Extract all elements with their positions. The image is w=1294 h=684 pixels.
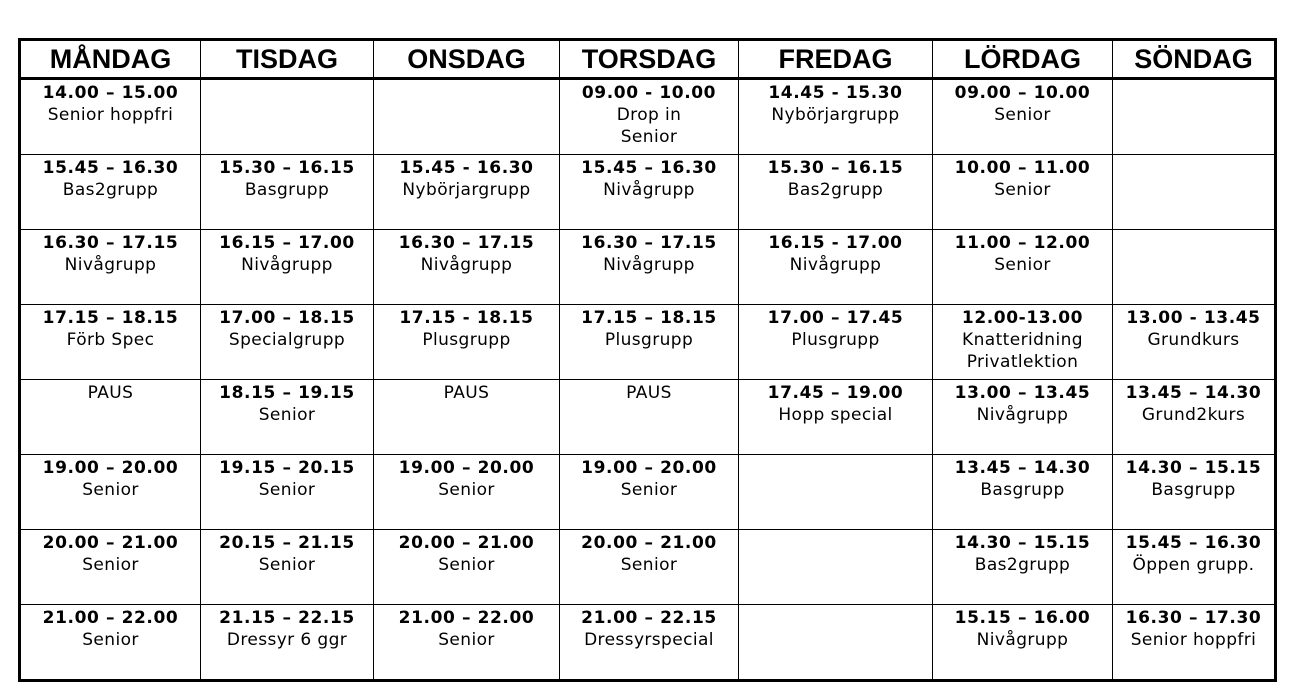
schedule-cell — [201, 155, 374, 230]
session-time: 18.15 – 19.15 — [219, 383, 355, 403]
schedule-cell — [374, 305, 560, 380]
session-label: Nivågrupp — [976, 630, 1069, 650]
day-header: MÅNDAG — [20, 40, 201, 79]
session-label: Senior — [258, 480, 316, 500]
session-label: Specialgrupp — [228, 330, 346, 350]
session-label: Senior — [82, 480, 139, 500]
session-label: Bas2grupp — [974, 555, 1071, 575]
session-time: 17.45 – 19.00 — [767, 383, 904, 403]
day-header: FREDAG — [739, 40, 933, 79]
schedule-cell — [201, 530, 374, 605]
session-time: 13.00 – 13.45 — [954, 383, 1091, 403]
schedule-cell — [374, 605, 560, 681]
schedule-cell — [20, 530, 201, 605]
schedule-cell — [739, 380, 933, 455]
session-time: 19.00 – 20.00 — [42, 458, 179, 478]
session-time: 13.45 – 14.30 — [1125, 383, 1262, 403]
break-label: PAUS — [87, 383, 134, 403]
session-time: 17.15 – 18.15 — [581, 308, 717, 328]
schedule-cell — [1113, 79, 1276, 155]
schedule-cell — [933, 79, 1113, 155]
session-label: Senior — [620, 555, 678, 575]
schedule-cell — [374, 530, 560, 605]
schedule-cell — [933, 380, 1113, 455]
session-time: 09.00 - 10.00 — [581, 83, 717, 103]
session-time: 19.00 – 20.00 — [398, 458, 535, 478]
session-label: Nivågrupp — [420, 255, 513, 275]
session-label: Basgrupp — [244, 180, 330, 200]
schedule-cell — [1113, 155, 1276, 230]
schedule-row — [20, 230, 1276, 305]
session-label: Senior — [82, 555, 139, 575]
session-label: Grund2kurs — [1141, 405, 1246, 425]
schedule-cell — [374, 155, 560, 230]
session-time: 21.00 – 22.00 — [398, 608, 535, 628]
session-time: 17.00 – 18.15 — [219, 308, 355, 328]
session-time: 13.45 – 14.30 — [954, 458, 1091, 478]
schedule-cell — [20, 305, 201, 380]
session-time: 14.00 – 15.00 — [42, 83, 179, 103]
session-label: Senior — [438, 630, 495, 650]
schedule-cell — [1113, 605, 1276, 681]
day-header-row — [20, 40, 1276, 79]
schedule-cell — [20, 79, 201, 155]
schedule-cell — [933, 605, 1113, 681]
session-label: Nivågrupp — [976, 405, 1069, 425]
session-label: Senior hoppfri — [1130, 630, 1257, 650]
session-label: Hopp special — [778, 405, 893, 425]
session-time: 19.00 – 20.00 — [581, 458, 717, 478]
session-label: Nybörjargrupp — [402, 180, 531, 200]
schedule-cell — [739, 530, 933, 605]
schedule-cell — [739, 79, 933, 155]
schedule-cell — [20, 380, 201, 455]
schedule-cell — [20, 155, 201, 230]
schedule-cell — [1113, 455, 1276, 530]
schedule-cell — [201, 605, 374, 681]
schedule-cell — [933, 455, 1113, 530]
schedule-cell — [739, 305, 933, 380]
session-time: 15.15 – 16.00 — [954, 608, 1091, 628]
session-label: Dressyrspecial — [584, 630, 714, 650]
session-label: Grundkurs — [1147, 330, 1240, 350]
schedule-cell — [1113, 380, 1276, 455]
session-time: 17.15 - 18.15 — [399, 308, 534, 328]
day-header: TORSDAG — [560, 40, 739, 79]
session-label: Nivågrupp — [241, 255, 333, 275]
schedule-cell — [374, 230, 560, 305]
schedule-cell — [933, 230, 1113, 305]
session-label: Nivågrupp — [603, 180, 695, 200]
schedule-cell — [739, 230, 933, 305]
session-time: 17.15 – 18.15 — [42, 308, 179, 328]
session-time: 16.15 – 17.00 — [219, 233, 355, 253]
schedule-cell — [20, 230, 201, 305]
session-label: Nivågrupp — [603, 255, 695, 275]
schedule-cell — [201, 230, 374, 305]
schedule-cell — [560, 455, 739, 530]
session-label: Plusgrupp — [791, 330, 880, 350]
schedule-container — [18, 38, 1274, 682]
session-label: Plusgrupp — [604, 330, 694, 350]
schedule-cell — [1113, 530, 1276, 605]
session-label: Senior — [258, 555, 316, 575]
session-label: Senior — [994, 105, 1051, 125]
session-label: Förb Spec — [66, 330, 155, 350]
session-time: 10.00 – 11.00 — [954, 158, 1091, 178]
schedule-cell — [374, 380, 560, 455]
session-time: 21.00 – 22.15 — [581, 608, 717, 628]
session-time: 15.45 – 16.30 — [42, 158, 179, 178]
schedule-cell — [1113, 305, 1276, 380]
schedule-cell — [933, 305, 1113, 380]
schedule-body — [20, 79, 1276, 681]
day-header: ONSDAG — [374, 40, 560, 79]
schedule-cell — [20, 455, 201, 530]
schedule-cell — [20, 605, 201, 681]
schedule-cell — [560, 605, 739, 681]
session-label: Senior — [620, 127, 678, 147]
session-time: 20.15 – 21.15 — [219, 533, 355, 553]
session-time: 09.00 – 10.00 — [954, 83, 1091, 103]
session-time: 12.00-13.00 — [961, 308, 1084, 328]
schedule-cell — [560, 530, 739, 605]
session-time: 17.00 – 17.45 — [767, 308, 904, 328]
session-label: Bas2grupp — [62, 180, 159, 200]
schedule-cell — [560, 230, 739, 305]
session-label: Privatlektion — [966, 352, 1079, 372]
schedule-cell — [560, 155, 739, 230]
session-time: 14.30 – 15.15 — [1125, 458, 1262, 478]
session-time: 21.00 – 22.00 — [42, 608, 179, 628]
schedule-cell — [560, 305, 739, 380]
schedule-row — [20, 530, 1276, 605]
session-label: Senior — [994, 180, 1051, 200]
session-time: 16.30 – 17.15 — [398, 233, 535, 253]
session-label: Dressyr 6 ggr — [226, 630, 348, 650]
session-label: Senior — [438, 555, 495, 575]
session-label: Nybörjargrupp — [771, 105, 900, 125]
session-label: Senior — [258, 405, 316, 425]
session-label: Basgrupp — [1151, 480, 1236, 500]
schedule-cell — [201, 305, 374, 380]
break-label: PAUS — [626, 383, 672, 403]
break-label: PAUS — [443, 383, 490, 403]
session-label: Bas2grupp — [787, 180, 884, 200]
schedule-row — [20, 79, 1276, 155]
session-label: Senior — [994, 255, 1051, 275]
schedule-cell — [374, 79, 560, 155]
session-label: Basgrupp — [980, 480, 1065, 500]
session-time: 15.45 – 16.30 — [1125, 533, 1262, 553]
schedule-cell — [933, 155, 1113, 230]
schedule-row — [20, 605, 1276, 681]
schedule-row — [20, 305, 1276, 380]
session-label: Senior — [438, 480, 495, 500]
session-label: Senior hoppfri — [47, 105, 174, 125]
session-time: 16.30 – 17.15 — [581, 233, 717, 253]
schedule-row — [20, 455, 1276, 530]
day-header: SÖNDAG — [1113, 40, 1276, 79]
session-time: 16.15 - 17.00 — [768, 233, 903, 253]
session-time: 13.00 - 13.45 — [1126, 308, 1261, 328]
schedule-row — [20, 380, 1276, 455]
session-label: Nivågrupp — [789, 255, 882, 275]
session-time: 14.30 – 15.15 — [954, 533, 1091, 553]
day-header: LÖRDAG — [933, 40, 1113, 79]
schedule-cell — [201, 455, 374, 530]
session-time: 15.30 – 16.15 — [767, 158, 904, 178]
session-time: 15.45 - 16.30 — [399, 158, 534, 178]
session-time: 11.00 – 12.00 — [954, 233, 1091, 253]
session-time: 20.00 – 21.00 — [398, 533, 535, 553]
schedule-row — [20, 155, 1276, 230]
session-label: Senior — [82, 630, 139, 650]
schedule-cell — [201, 79, 374, 155]
schedule-cell — [739, 605, 933, 681]
schedule-cell — [739, 155, 933, 230]
schedule-cell — [560, 380, 739, 455]
session-label: Plusgrupp — [422, 330, 511, 350]
session-label: Senior — [620, 480, 678, 500]
session-time: 21.15 – 22.15 — [219, 608, 355, 628]
session-label: Drop in — [616, 105, 682, 125]
session-time: 16.30 – 17.15 — [42, 233, 179, 253]
session-time: 16.30 – 17.30 — [1125, 608, 1262, 628]
session-time: 19.15 – 20.15 — [219, 458, 355, 478]
schedule-cell — [739, 455, 933, 530]
schedule-cell — [560, 79, 739, 155]
day-header: TISDAG — [201, 40, 374, 79]
schedule-cell — [201, 380, 374, 455]
session-time: 15.30 – 16.15 — [219, 158, 355, 178]
schedule-cell — [374, 455, 560, 530]
session-time: 20.00 – 21.00 — [42, 533, 179, 553]
weekly-schedule-table — [18, 38, 1277, 682]
session-label: Öppen grupp. — [1132, 555, 1255, 575]
schedule-cell — [1113, 230, 1276, 305]
session-label: Nivågrupp — [64, 255, 157, 275]
session-time: 20.00 – 21.00 — [581, 533, 717, 553]
session-time: 14.45 - 15.30 — [768, 83, 903, 103]
session-time: 15.45 – 16.30 — [581, 158, 717, 178]
schedule-cell — [933, 530, 1113, 605]
session-label: Knatteridning — [962, 330, 1083, 350]
